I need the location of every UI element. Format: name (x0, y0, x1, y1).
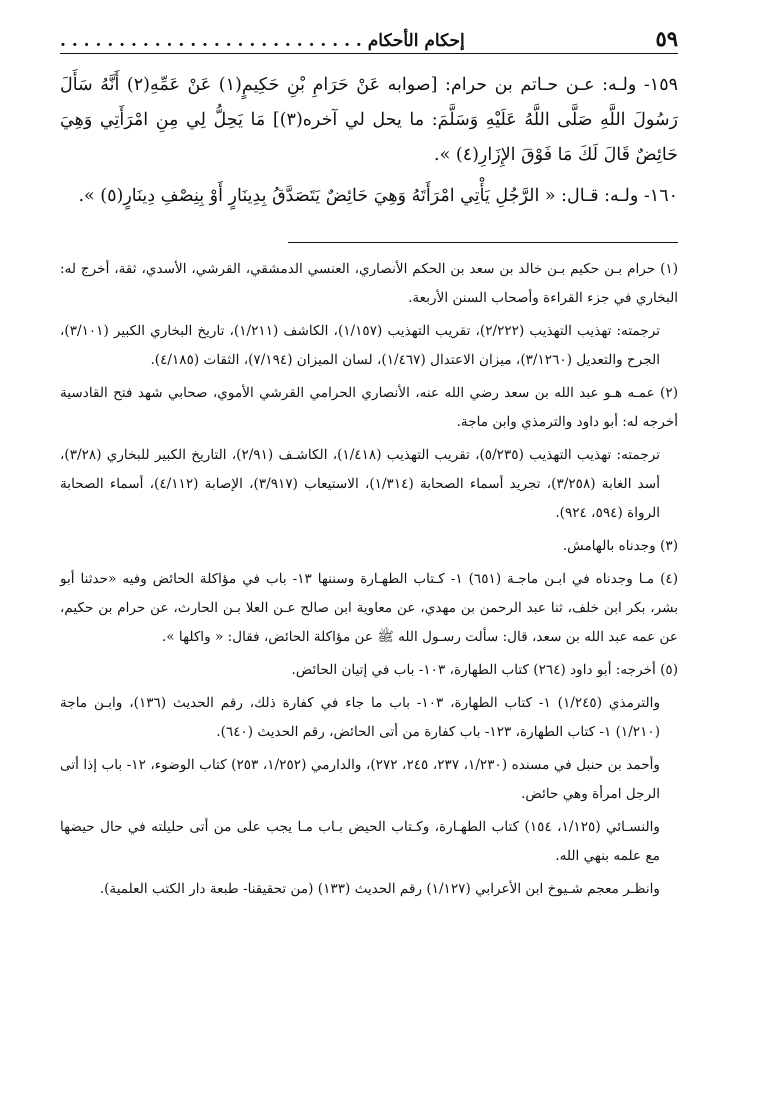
footnote-1: (١) حرام بـن حكيم بـن خالد بن سعد بن الحكم الأنصاري، العنسي الدمشقي، القرشي، الأسدي، ثقة، أخرج له: البخاري في جزء القراءة وأصحاب السنن الأربعة. (60, 261, 678, 306)
footnote-5-ahmad: وأحمد بن حنبل في مسنده (١/٢٣٠، ٢٣٧، ٢٤٥، ٢٧٢)، والدارمي (١/٢٥٢، ٢٥٣) كتاب الوضوء، ١٢- باب إذا أتى الرجل امرأة وهي حائض. (60, 757, 660, 802)
hadith-159: ١٥٩- ولـه: عـن حـاتم بن حرام: [صوابه عَنْ حَرَامِ بْنِ حَكِيمٍ(١) عَنْ عَمِّهِ(٢) أَنَّهُ سَأَلَ رَسُولَ اللَّهِ صَلَّى اللَّهُ عَلَيْهِ وَسَلَّمَ: ما يحل لي آخره(٣)] مَا يَحِلُّ لِي مِنِ امْرَأَتِي وَهِيَ حَائِضٌ قَالَ لَكَ مَا فَوْقَ الإِزَارِ(٤) ». (60, 75, 678, 165)
page-number: ٥٩ (655, 26, 678, 51)
footnote-5-see-also: وانظـر معجم شـيوخ ابن الأعرابي (١/١٢٧) رقم الحديث (١٣٣) (من تحقيقنا- طبعة دار الكتب العلمية). (99, 881, 660, 897)
footnote-2: (٢) عمـه هـو عبد الله بن سعد رضي الله عنه، الأنصاري الحرامي القرشي الأموي، صحابي شهد فتح القادسية أخرجه له: أبو داود والترمذي وابن ماجة. (60, 385, 678, 430)
footnote-separator (288, 242, 678, 243)
page-header (60, 26, 678, 54)
main-text (60, 68, 678, 214)
footnote-5-tirmidhi: والترمذي (١/٢٤٥) ١- كتاب الطهارة، ١٠٣- باب ما جاء في كفارة ذلك، رقم الحديث (١٣٦)، وابـن ماجة (١/٢١٠) ١- كتاب الطهارة، ١٢٣- باب كفارة من أتى الحائض، رقم الحديث (٦٤٠). (60, 695, 661, 740)
footnote-3: (٣) وجدناه بالهامش. (562, 538, 678, 554)
hadith-160: ١٦٠- ولـه: قـال: « الرَّجُلِ يَأْتِي امْرَأَتَهُ وَهِيَ حَائِضٌ يَتَصَدَّقُ بِدِينَارٍ أَوْ بِنِصْفِ دِينَارٍ(٥) ». (78, 186, 678, 206)
footnotes (60, 255, 678, 904)
running-title: إحكام الأحكام . . . . . . . . . . . . . . . . . . . . . . . . . . (60, 31, 465, 51)
footnote-2-biography: ترجمته: تهذيب التهذيب (٥/٢٣٥)، تقريب التهذيب (١/٤١٨)، الكاشـف (٢/٩١)، التاريخ الكبير للبخاري (٣/٢٨)، أسد الغابة (٣/٢٥٨)، تجريد أسماء الصحابة (١/٣١٤)، الاستيعاب (٣/٩١٧)، الإصابة (٤/١١٢)، أسماء الصحابة الرواة (٥٩٤، ٩٢٤). (60, 447, 661, 521)
footnote-4: (٤) مـا وجدناه في ابـن ماجـة (٦٥١) ١- كـتاب الطهـارة وسننها ١٣- باب في مؤاكلة الحائض وفيه «حدثنا أبو بشر، بكر ابن خلف، ثنا عبد الرحمن بن مهدي، عن معاوية ابن صالح عـن العلا بـن الحارث، عن حرام بن حكيم، عن عمه عبد الله بن سعد، قال: سألت رسـول الله ﷺ عن مؤاكلة الحائض، فقال: « واكلها ». (60, 571, 679, 645)
footnote-5-nasai: والنسـائي (١/١٢٥، ١٥٤) كتاب الطهـارة، وكـتاب الحيض بـاب مـا يجب على من أتى حليلته في حال حيضها مع علمه بنهي الله. (60, 819, 661, 864)
footnote-1-biography: ترجمته: تهذيب التهذيب (٢/٢٢٢)، تقريب التهذيب (١/١٥٧)، الكاشف (١/٢١١)، تاريخ البخاري الكبير (٣/١٠١)، الجرح والتعديل (٣/١٢٦٠)، ميزان الاعتدال (١/٤٦٧)، لسان الميزان (٧/١٩٤)، الثقات (٤/١٨٥). (60, 323, 660, 368)
footnote-5: (٥) أخرجه: أبو داود (٢٦٤) كتاب الطهارة، ١٠٣- باب في إتيان الحائض. (291, 662, 678, 678)
